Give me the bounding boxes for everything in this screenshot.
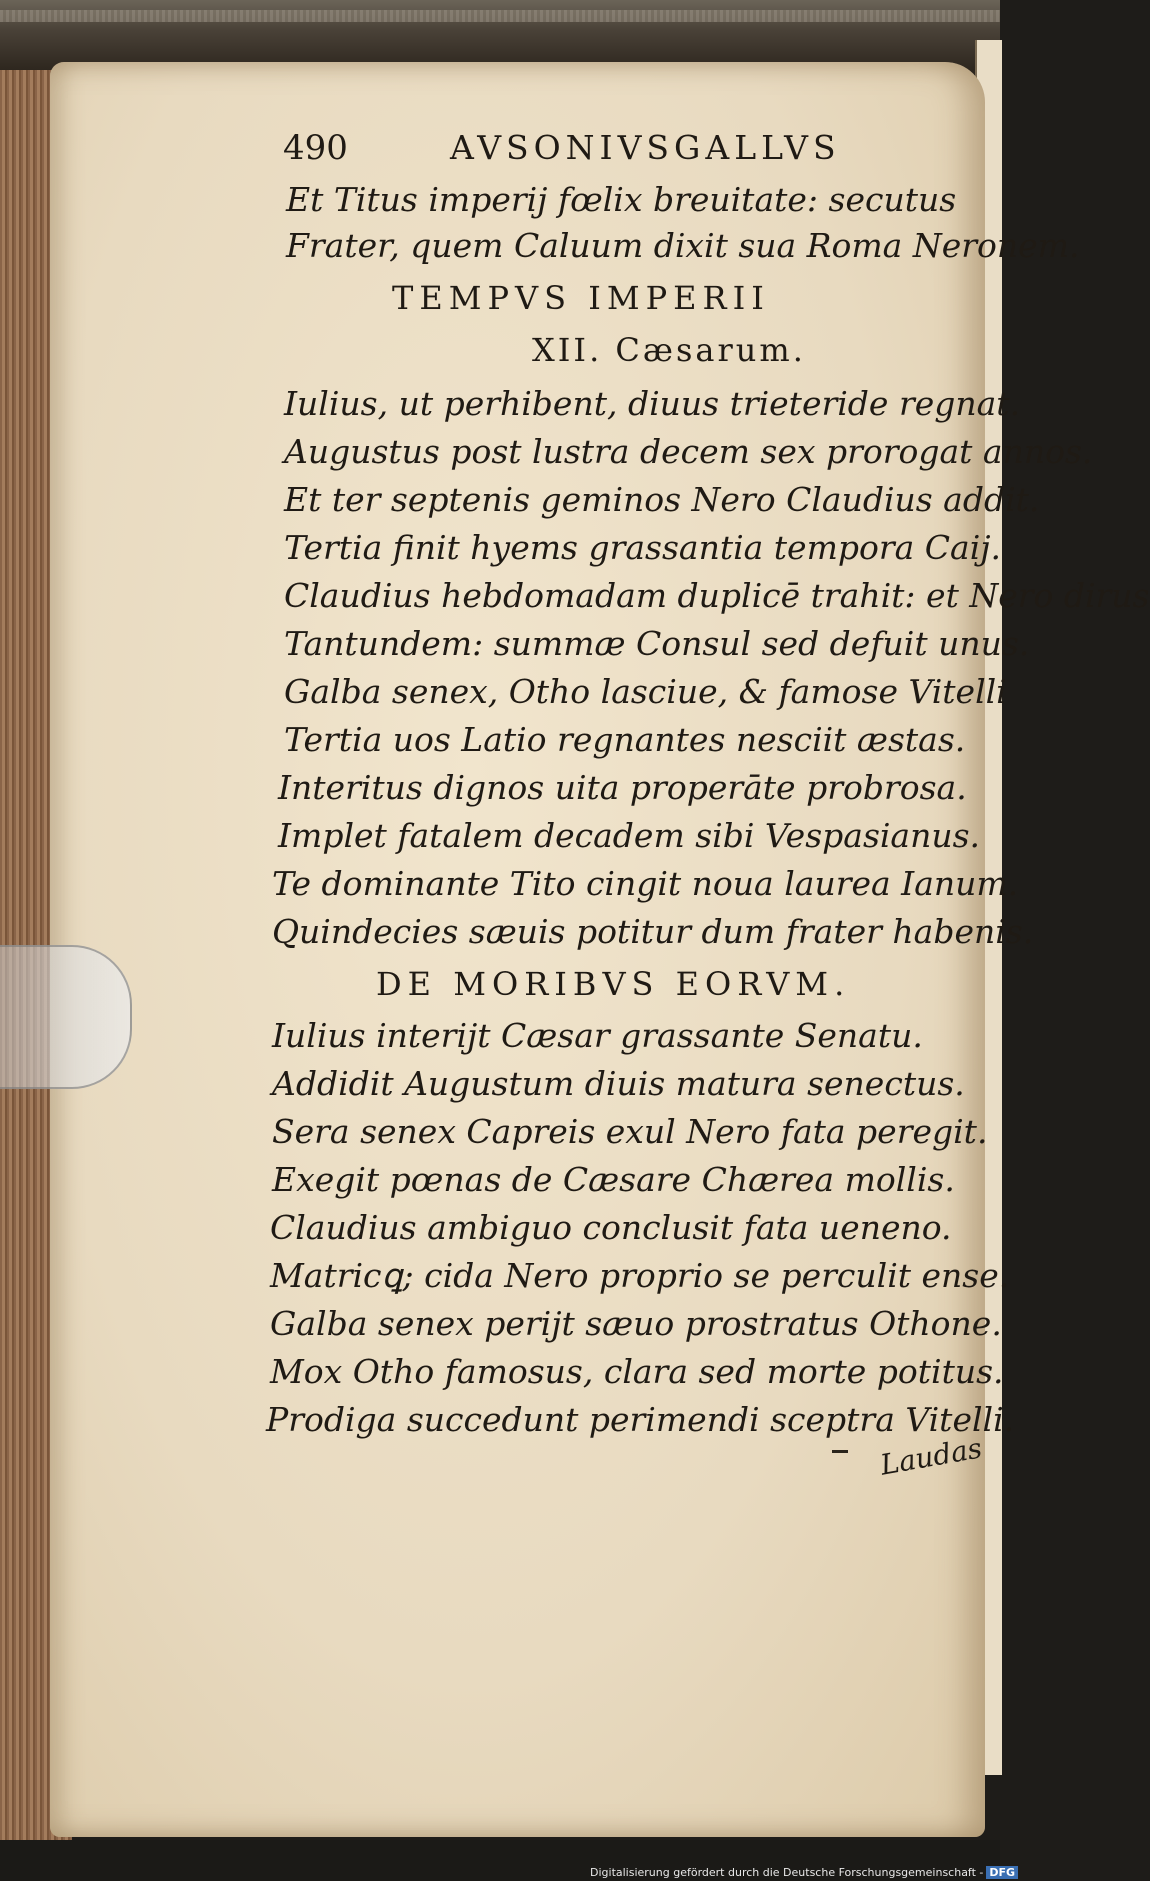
intro-line: Frater, quem Caluum dixit sua Roma Neronem. (286, 226, 1080, 265)
dfg-logo: DFG (986, 1866, 1018, 1879)
verse-line: Te dominante Tito cingit noua laurea Ianum. (272, 864, 1019, 903)
digitization-credit (590, 1866, 1018, 1879)
section-subtitle: XII. Cæsarum. (532, 331, 806, 369)
verse-line: Implet fatalem decadem sibi Vespasianus. (278, 816, 981, 855)
verse-line: Tertia uos Latio regnantes nesciit æstas. (284, 720, 966, 759)
verse-line: Interitus dignos uita properāte probrosa. (278, 768, 967, 807)
verse-line: Claudius ambiguo conclusit fata ueneno. (270, 1208, 952, 1247)
verse-line: Prodiga succedunt perimendi sceptra Vitelli. (266, 1400, 1015, 1439)
verse-line: Et ter septenis geminos Nero Claudius addit. (284, 480, 1040, 519)
verse-line: Claudius hebdomadam duplicē trahit: et Nero dirus (284, 576, 1150, 615)
intro-line: Et Titus imperij fœlix breuitate: secutus (286, 180, 957, 219)
section-title: TEMPVS IMPERII (392, 279, 770, 317)
verse-line: Matricꝗ; cida Nero proprio se perculit ense. (270, 1256, 1010, 1295)
verse-line: Sera senex Capreis exul Nero fata peregit. (272, 1112, 988, 1151)
verse-line: Iulius, ut perhibent, diuus trieteride regnat. (284, 384, 1021, 423)
verse-line: Addidit Augustum diuis matura senectus. (272, 1064, 965, 1103)
verse-line: Quindecies sæuis potitur dum frater habenis. (272, 912, 1034, 951)
page-number: 490 (283, 128, 348, 168)
verse-line: Iulius interijt Cæsar grassante Senatu. (272, 1016, 923, 1055)
verse-line: Galba senex perijt sæuo prostratus Othone. (270, 1304, 1002, 1343)
verse-line: Tantundem: summæ Consul sed defuit unus. (284, 624, 1030, 663)
verse-line: Exegit pœnas de Cæsare Chærea mollis. (272, 1160, 955, 1199)
credit-text: Digitalisierung gefördert durch die Deutsche Forschungsgemeinschaft - (590, 1866, 984, 1879)
catchword-dash (832, 1450, 848, 1453)
catchword: Laudas (877, 1431, 985, 1482)
verse-line: Augustus post lustra decem sex prorogat annos. (284, 432, 1093, 471)
running-head: AVSONIVSGALLVS (450, 128, 841, 167)
section-title: DE MORIBVS EORVM. (376, 965, 851, 1003)
verse-line: Tertia finit hyems grassantia tempora Caij. (284, 528, 1002, 567)
verse-line: Galba senex, Otho lasciue, & famose Vitelli (284, 672, 1007, 711)
verse-line: Mox Otho famosus, clara sed morte potitus. (270, 1352, 1004, 1391)
